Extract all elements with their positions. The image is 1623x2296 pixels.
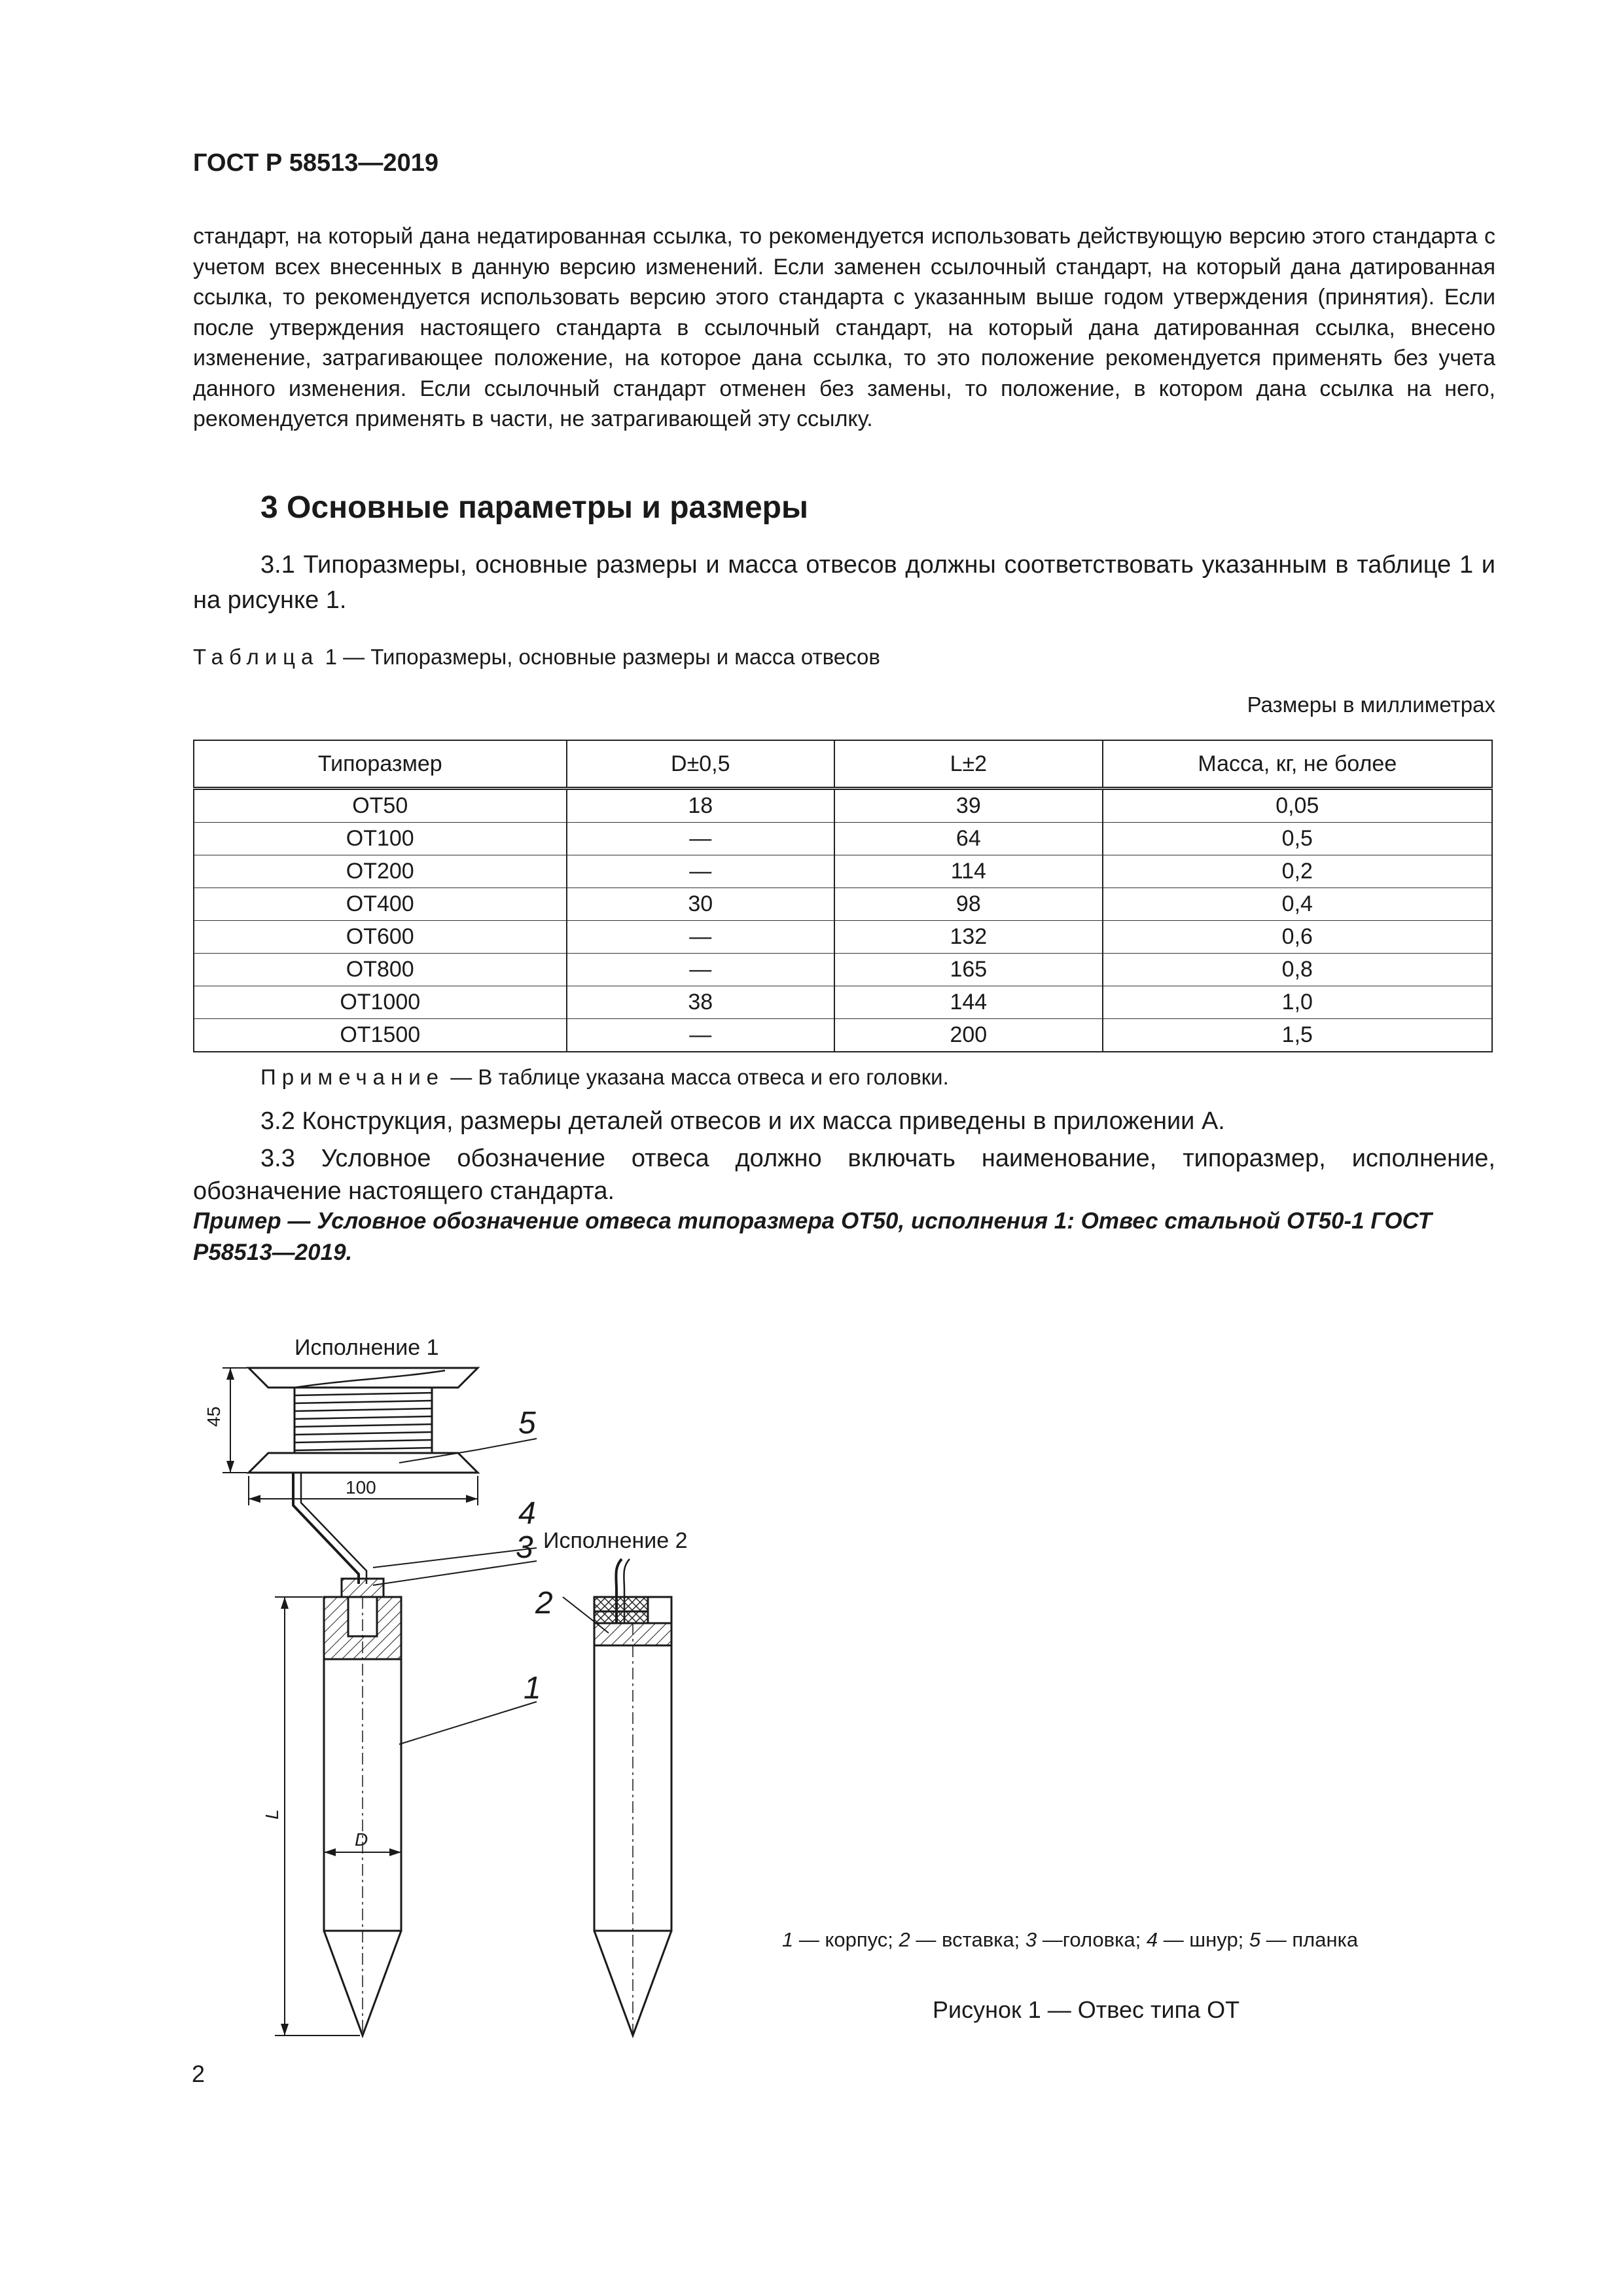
table-row [194, 921, 1492, 954]
table-cell: 0,2 [1103, 855, 1492, 888]
table-row [194, 823, 1492, 855]
callout-4: 4 [518, 1496, 536, 1531]
reel-drum [294, 1388, 432, 1453]
table-cell: 18 [567, 789, 835, 823]
dim-D-label: D [355, 1829, 368, 1850]
callout-3: 3 [516, 1530, 533, 1565]
table-cell: 39 [834, 789, 1103, 823]
legend-num: 4 [1146, 1928, 1158, 1951]
table-cell: — [567, 954, 835, 986]
table-cell: 0,8 [1103, 954, 1492, 986]
table-cell: 132 [834, 921, 1103, 954]
paragraph-3-3: 3.3 Условное обозначение отвеса должно включать наименование, типоразмер, исполнение, обозначение настоящего стандарта. [193, 1145, 1495, 1205]
legend-text: —головка; [1037, 1928, 1147, 1951]
table-cell: — [567, 921, 835, 954]
label-version-2: Исполнение 2 [543, 1528, 688, 1553]
insert-v2 [594, 1597, 648, 1611]
table-caption [193, 645, 880, 670]
table-cell: — [567, 823, 835, 855]
page-number: 2 [192, 2060, 205, 2087]
table-cell: 98 [834, 888, 1103, 921]
legend-num: 2 [899, 1928, 910, 1951]
dim-100-label: 100 [346, 1477, 376, 1498]
table-cell: 0,6 [1103, 921, 1492, 954]
table-note-text: — В таблице указана масса отвеса и его головки. [450, 1065, 949, 1089]
plumb-bob-drawing [196, 1316, 733, 2088]
table-row [194, 789, 1492, 823]
callout-2: 2 [535, 1586, 553, 1621]
table-row [194, 954, 1492, 986]
table-cell: ОТ1000 [194, 986, 567, 1019]
callout-5: 5 [518, 1406, 536, 1441]
label-version-1: Исполнение 1 [294, 1335, 439, 1360]
section-number: 3 [260, 490, 278, 525]
table-row [194, 888, 1492, 921]
table-cell: 38 [567, 986, 835, 1019]
table-header-cell: L±2 [834, 740, 1103, 789]
table-cell: 0,5 [1103, 823, 1492, 855]
table-cell: ОТ200 [194, 855, 567, 888]
table-cell: 144 [834, 986, 1103, 1019]
paragraph-3-2: 3.2 Конструкция, размеры деталей отвесов и их масса приведены в приложении А. [260, 1107, 1225, 1135]
table-cell: — [567, 855, 835, 888]
table-cell: ОТ1500 [194, 1019, 567, 1052]
document-header: ГОСТ Р 58513—2019 [193, 149, 438, 177]
callout-1: 1 [524, 1671, 541, 1706]
table-row [194, 1019, 1492, 1052]
table-header-row [194, 740, 1492, 789]
table-caption-text: 1 — Типоразмеры, основные размеры и масса отвесов [325, 645, 880, 669]
table-cell: 114 [834, 855, 1103, 888]
head-v1 [342, 1579, 383, 1597]
legend-text: — корпус; [793, 1928, 899, 1951]
table-row [194, 986, 1492, 1019]
table-cell: — [567, 1019, 835, 1052]
section-title-text: Основные параметры и размеры [287, 490, 808, 525]
table-units: Размеры в миллиметрах [1247, 692, 1495, 717]
legend-num: 3 [1025, 1928, 1037, 1951]
example-paragraph: Пример — Условное обозначение отвеса типоразмера ОТ50, исполнения 1: Отвес стальной ОТ50-1 ГОСТ Р58513—2019. [193, 1208, 1432, 1265]
legend-num: 5 [1249, 1928, 1261, 1951]
dimensions-table [193, 740, 1493, 1052]
figure-caption: Рисунок 1 — Отвес типа ОТ [933, 1996, 1240, 2023]
table-note [260, 1065, 949, 1090]
paragraph-3-1: 3.1 Типоразмеры, основные размеры и масса отвесов должны соответствовать указанным в таблице 1 и на рисунке 1. [193, 551, 1495, 614]
table-cell: 1,5 [1103, 1019, 1492, 1052]
section-title [260, 490, 808, 526]
intro-paragraph [193, 221, 1495, 435]
intro-text: стандарт, на который дана недатированная ссылка, то рекомендуется использовать действующую версию этого стандарта с учетом всех внесенных в данную версию изменений. Если заменен ссылочный стандарт, на который дана датированная ссылка, то рекомендуется использовать версию этого стандарта с указанным выше годом утверждения (принятия). Если после утверждения настоящего стандарта в ссылочный стандарт, на который дана датированная ссылка, внесено изменение, затрагивающее положение, на которое дана ссылка, то это положение рекомендуется применять без учета данного изменения. Если ссылочный стандарт отменен без замены, то положение, в котором дана ссылка на него, рекомендуется применять в части, не затрагивающей эту ссылку. [193, 224, 1495, 431]
table-cell: 0,05 [1103, 789, 1492, 823]
table-header-cell: D±0,5 [567, 740, 835, 789]
table-cell: ОТ100 [194, 823, 567, 855]
table-cell: ОТ800 [194, 954, 567, 986]
table-cell: 0,4 [1103, 888, 1492, 921]
dim-45-label: 45 [204, 1406, 224, 1427]
table-cell: 1,0 [1103, 986, 1492, 1019]
table-row [194, 855, 1492, 888]
table-cell: 30 [567, 888, 835, 921]
table-header-cell: Типоразмер [194, 740, 567, 789]
legend-num: 1 [782, 1928, 794, 1951]
table-cell: 165 [834, 954, 1103, 986]
table-cell: ОТ50 [194, 789, 567, 823]
legend-text: — планка [1260, 1928, 1359, 1951]
dim-L-label: L [262, 1809, 282, 1820]
table-cell: ОТ600 [194, 921, 567, 954]
table-cell: ОТ400 [194, 888, 567, 921]
table-cell: 64 [834, 823, 1103, 855]
legend-text: — вставка; [910, 1928, 1026, 1951]
figure-legend [782, 1928, 1358, 1952]
table-note-label: Примечание [260, 1065, 445, 1089]
table-header-cell: Масса, кг, не более [1103, 740, 1492, 789]
table-caption-label: Таблица [193, 645, 319, 669]
legend-text: — шнур; [1158, 1928, 1249, 1951]
table-cell: 200 [834, 1019, 1103, 1052]
